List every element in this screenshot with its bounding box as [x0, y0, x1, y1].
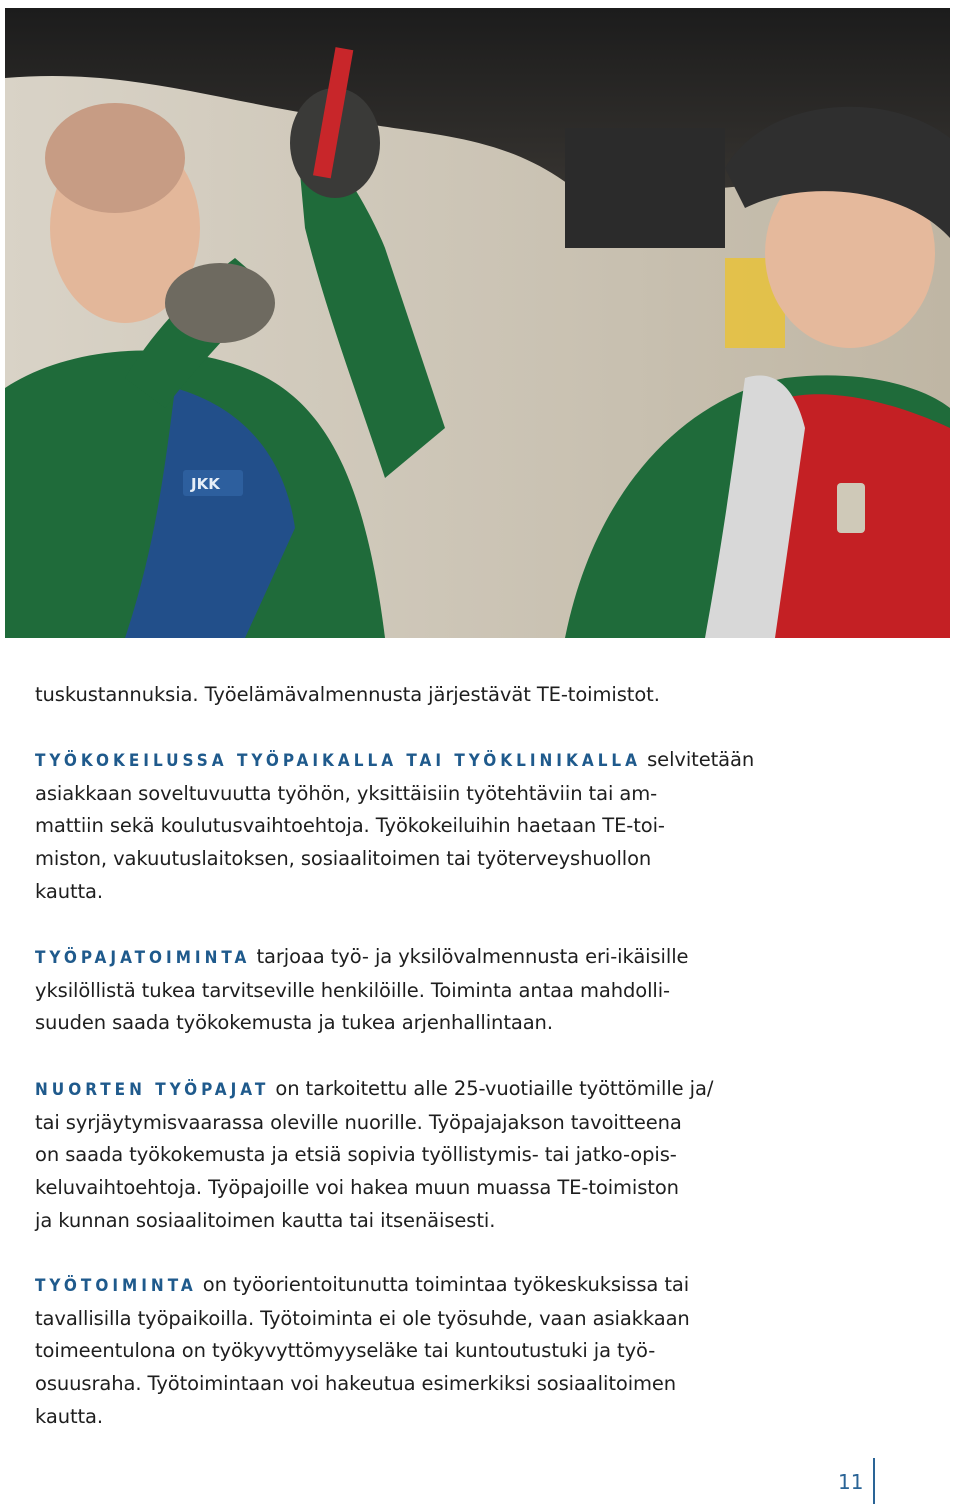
paragraph-line: on saada työkokemusta ja etsiä sopivia työllistymis- tai jatko-opis- [35, 1143, 677, 1167]
paragraph-line: osuusraha. Työtoimintaan voi hakeutua esimerkiksi sosiaalitoimen [35, 1372, 677, 1396]
paragraph-line: tai syrjäytymisvaarassa oleville nuorille. Työpajajakson tavoitteena [35, 1110, 682, 1134]
page-number: 11 [838, 1470, 864, 1494]
paragraph-line: mattiin sekä koulutusvaihtoehtoja. Työkokeiluihin haetaan TE-toi- [35, 814, 665, 838]
paragraph-tyopajatoiminta [35, 941, 775, 1040]
keyword-heading: NUORTEN TYÖPAJAT [35, 1080, 270, 1100]
keyword-heading: TYÖKOKEILUSSA TYÖPAIKALLA TAI TYÖKLINIKALLA [35, 751, 642, 771]
paragraph-line: yksilöllistä tukea tarvitseville henkilöille. Toiminta antaa mahdolli- [35, 978, 670, 1002]
paragraph-line: tuskustannuksia. Työelämävalmennusta järjestävät TE-toimistot. [35, 683, 660, 706]
paragraph-line: kautta. [35, 1404, 103, 1428]
mechanics-photo-illustration [5, 8, 950, 638]
paragraph-line: ja kunnan sosiaalitoimen kautta tai itsenäisesti. [35, 1208, 496, 1232]
paragraph-tyotoiminta [35, 1269, 775, 1434]
paragraph-first-line [35, 941, 775, 975]
paragraph-first-line [35, 1073, 775, 1107]
svg-text:JKK: JKK [191, 475, 220, 493]
paragraph-line: miston, vakuutuslaitoksen, sosiaalitoimen tai työterveyshuollon [35, 847, 652, 871]
paragraph-line: tavallisilla työpaikoilla. Työtoiminta ei ole työsuhde, vaan asiakkaan [35, 1306, 690, 1330]
keyword-heading: TYÖPAJATOIMINTA [35, 948, 251, 968]
paragraph-line: asiakkaan soveltuvuutta työhön, yksittäisiin työtehtäviin tai am- [35, 781, 658, 805]
first-line-text: selvitetään [641, 748, 755, 771]
paragraph-first-line [35, 744, 775, 778]
paragraph-line: toimeentulona on työkyvyttömyyseläke tai kuntoutustuki ja työ- [35, 1339, 656, 1363]
hero-photo [5, 8, 950, 638]
paragraph-line: kautta. [35, 879, 103, 903]
first-line-text: tarjoaa työ- ja yksilövalmennusta eri-ikäisille [250, 945, 689, 968]
paragraph-nuorten-tyopajat [35, 1073, 775, 1238]
paragraph-tyokokeilu [35, 744, 775, 909]
paragraph-line: suuden saada työkokemusta ja tukea arjenhallintaan. [35, 1011, 553, 1035]
first-line-text: on työorientoitunutta toimintaa työkeskuksissa tai [196, 1273, 690, 1296]
keyword-heading: TYÖTOIMINTA [35, 1276, 197, 1296]
page-number-divider [873, 1458, 875, 1504]
paragraph-first-line [35, 1269, 775, 1303]
paragraph-intro [35, 679, 775, 712]
first-line-text: on tarkoitettu alle 25-vuotiaille työttömille ja/ [269, 1077, 714, 1100]
paragraph-line: keluvaihtoehtoja. Työpajoille voi hakea muun muassa TE-toimiston [35, 1176, 679, 1200]
